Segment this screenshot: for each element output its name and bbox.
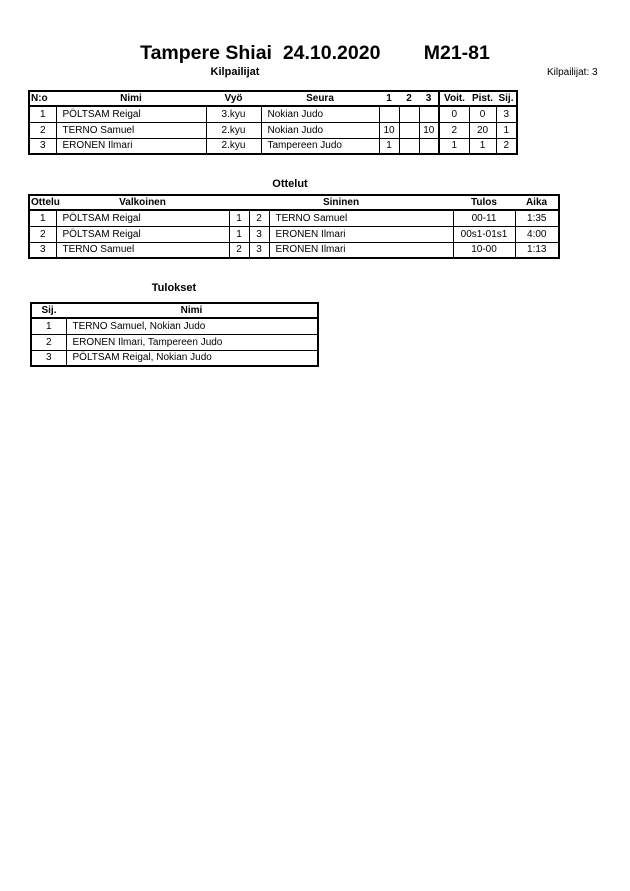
result-row (31, 350, 318, 366)
competitor-row (29, 138, 517, 154)
cell-aika: 1:35 (515, 210, 559, 226)
cell-voit: 0 (439, 106, 469, 122)
result-row (31, 334, 318, 350)
cell-round2 (399, 106, 419, 122)
cell-round3 (419, 106, 439, 122)
cell-sij: 1 (496, 122, 517, 138)
cell-no: 2 (29, 122, 56, 138)
cell-white-no: 1 (229, 226, 249, 242)
cell-white-no: 2 (229, 242, 249, 258)
tulokset-table (30, 302, 319, 367)
cell-round3 (419, 138, 439, 154)
cell-blue-no: 3 (249, 242, 269, 258)
cell-sij: 2 (31, 334, 66, 350)
col-header-round3: 3 (419, 91, 439, 106)
result-row (31, 318, 318, 334)
col-header-no: N:o (29, 91, 56, 106)
cell-seura: Nokian Judo (261, 106, 379, 122)
cell-round3: 10 (419, 122, 439, 138)
cell-no: 1 (29, 106, 56, 122)
cell-pist: 1 (469, 138, 496, 154)
cell-voit: 1 (439, 138, 469, 154)
cell-round2 (399, 138, 419, 154)
cell-sij: 3 (496, 106, 517, 122)
col-header-tulos: Tulos (453, 195, 515, 210)
col-header-sij: Sij. (31, 303, 66, 318)
col-header-pist: Pist. (469, 91, 496, 106)
cell-match-no: 2 (29, 226, 56, 242)
col-header-sij: Sij. (496, 91, 517, 106)
section-title-kilpailijat: Kilpailijat (210, 66, 260, 78)
cell-blue-no: 3 (249, 226, 269, 242)
cell-round2 (399, 122, 419, 138)
col-header-valkoinen: Valkoinen (56, 195, 229, 210)
match-row (29, 210, 559, 226)
cell-white-name: PÖLTSAM Reigal (56, 210, 229, 226)
cell-sij: 3 (31, 350, 66, 366)
cell-seura: Nokian Judo (261, 122, 379, 138)
cell-blue-no: 2 (249, 210, 269, 226)
cell-voit: 2 (439, 122, 469, 138)
col-header-round2: 2 (399, 91, 419, 106)
cell-nimi: TERNO Samuel (56, 122, 206, 138)
cell-no: 3 (29, 138, 56, 154)
kilpailijat-header-row (29, 91, 517, 106)
col-header-nimi: Nimi (56, 91, 206, 106)
cell-tulos: 10-00 (453, 242, 515, 258)
tulokset-header-row (31, 303, 318, 318)
col-header-voit: Voit. (439, 91, 469, 106)
match-row (29, 226, 559, 242)
cell-round1 (379, 106, 399, 122)
cell-white-name: TERNO Samuel (56, 242, 229, 258)
ottelut-header-row (29, 195, 559, 210)
cell-match-no: 3 (29, 242, 56, 258)
cell-nimi: PÖLTSAM Reigal (56, 106, 206, 122)
cell-aika: 1:13 (515, 242, 559, 258)
cell-vyo: 2.kyu (206, 122, 261, 138)
cell-tulos: 00s1-01s1 (453, 226, 515, 242)
cell-pist: 0 (469, 106, 496, 122)
cell-blue-name: TERNO Samuel (269, 210, 453, 226)
cell-round1: 10 (379, 122, 399, 138)
ottelut-table (28, 194, 560, 259)
section-title-ottelut: Ottelut (272, 178, 308, 190)
col-header-ottelu: Ottelu (31, 197, 60, 208)
cell-nimi: PÖLTSAM Reigal, Nokian Judo (66, 350, 318, 366)
match-row (29, 242, 559, 258)
cell-vyo: 2.kyu (206, 138, 261, 154)
cell-white-no: 1 (229, 210, 249, 226)
col-header-sininen: Sininen (229, 195, 453, 210)
cell-blue-name: ERONEN Ilmari (269, 242, 453, 258)
cell-nimi: TERNO Samuel, Nokian Judo (66, 318, 318, 334)
cell-pist: 20 (469, 122, 496, 138)
cell-aika: 4:00 (515, 226, 559, 242)
competitor-row (29, 106, 517, 122)
col-header-round1: 1 (379, 91, 399, 106)
cell-seura: Tampereen Judo (261, 138, 379, 154)
col-header-nimi: Nimi (66, 303, 318, 318)
kilpailijat-table (28, 90, 518, 155)
cell-match-no: 1 (29, 210, 56, 226)
col-header-seura: Seura (261, 91, 379, 106)
cell-nimi: ERONEN Ilmari (56, 138, 206, 154)
section-title-tulokset: Tulokset (151, 282, 197, 294)
competitor-row (29, 122, 517, 138)
cell-white-name: PÖLTSAM Reigal (56, 226, 229, 242)
cell-nimi: ERONEN Ilmari, Tampereen Judo (66, 334, 318, 350)
cell-sij: 2 (496, 138, 517, 154)
cell-vyo: 3.kyu (206, 106, 261, 122)
col-header-vyo: Vyö (206, 91, 261, 106)
cell-tulos: 00-11 (453, 210, 515, 226)
cell-blue-name: ERONEN Ilmari (269, 226, 453, 242)
cell-sij: 1 (31, 318, 66, 334)
page-title: Tampere Shiai 24.10.2020 M21-81 (140, 42, 490, 64)
cell-round1: 1 (379, 138, 399, 154)
col-header-aika: Aika (515, 195, 559, 210)
competitors-count: Kilpailijat: 3 (547, 67, 598, 78)
